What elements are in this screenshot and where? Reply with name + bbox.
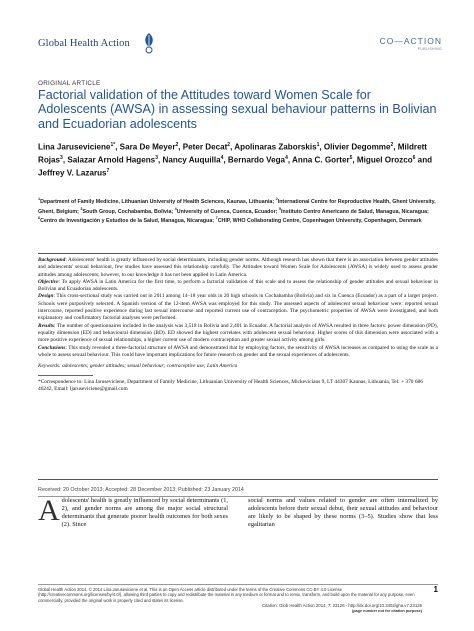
citation: Citation: Glob Health Action 2014, 7: 23126 - http://dx.doi.org/10.3402/gha.v7.23126 [262, 603, 422, 609]
author-name: Apolinaras Zaborskis [234, 142, 317, 152]
affiliation-marker: 1 [38, 197, 41, 201]
body-column-right: social norms and values related to gender are often internalized by adolescents before their sexual debut, their sexual attitudes and behaviour are likely to be shaped by these norms (3–5). Studies show that less egalitarian [248, 497, 438, 528]
publisher-sub: PUBLISHING [417, 47, 442, 51]
affiliation-marker: 7 [215, 216, 218, 221]
author-name: Jeffrey V. Lazarus [38, 168, 107, 178]
author-name: Sara De Meyer [119, 142, 176, 152]
publisher-logo: CO—ACTION [379, 36, 442, 46]
article-type: ORIGINAL ARTICLE [38, 80, 101, 87]
article-title: Factorial validation of the Attitudes toward Women Scale for Adolescents (AWSA) in assessing sexual behaviour patterns in Bolivian and Ecuadorian adolescents [38, 88, 437, 131]
body-text [38, 494, 438, 577]
affiliation-text: CHIP, WHO Collaborating Centre, Copenhagen University, Copenhagen, Denmark [217, 217, 422, 224]
citation-note: (page number not for citation purpose) [351, 608, 422, 613]
author-name: Bernardo Vega [227, 155, 286, 165]
author-affiliation-marker: 4 [220, 154, 224, 161]
abstract-results: Results: The number of questionnaires included in the analysis was 3,518 in Bolivia and 2,401 in Ecuador. A factorial analysis of AWSA resulted in three factors: power dimension (PD), equality dimension (ED) and behavioural dimension (BD). ED showed the highest correlates with adolescent sexual behaviour. Higher scores of this dimension were associated with a more positive experience of sexual relationships, a higher current use of modern contraception and greater sexual activity among girls. [38, 322, 438, 344]
author-name: Mildrett Rojas [38, 142, 427, 165]
globe-leaf-icon [140, 31, 158, 55]
drop-cap: A [38, 494, 60, 527]
author-affiliation-marker: 3 [155, 154, 158, 161]
author-affiliation-marker: 1 [316, 142, 320, 148]
author-name: Lina Jaruseviciene [38, 142, 111, 152]
author-affiliation-marker: 2 [175, 142, 179, 148]
journal-name: Global Health Action [38, 38, 130, 49]
author-affiliation-marker: 2 [390, 142, 394, 148]
affiliation-list [38, 196, 438, 225]
keywords: Keywords: adolescents; gender attitudes; sexual behaviour; contraceptive use; Latin America [38, 363, 238, 370]
author-name: Nancy Auquilla [162, 155, 221, 165]
affiliation-text: Centro de Investigación y Estudios de la Salud, Managua, Nicaragua; [40, 217, 216, 224]
affiliation-text: International Centre for Reproductive Health, Ghent University, Ghent, Belgium; [38, 198, 436, 215]
abstract-objective: Objective: To apply AWSA in Latin America for the first time, to perform a factorial validation of this scale and to assess the relationship of gender attitudes and sexual behaviour in Bolivian and Ecuadorian adolescents. [38, 278, 438, 293]
license-text: Global Health Action 2014. © 2014 Lina Jaruseviciene et al. This is an Open Access article distributed under the terms of the Creative Commons CC-BY 4.0 License (http://creativecommons.org/licenses/by/4.0/), allowing third parties to copy and redistribute the material in any medium or format and to remix, transform, and build upon the material for any purpose, even commercially, provided the original work is properly cited and states its license. [38, 587, 415, 603]
affiliation-marker: 3 [80, 206, 83, 211]
author-name: Salazar Arnold Hagens [67, 155, 156, 165]
publication-dates: Received: 20 October 2013; Accepted: 28 December 2013; Published: 23 January 2014 [38, 487, 438, 497]
author-affiliation-marker: 1* [110, 142, 116, 148]
author-name: Olivier Degomme [323, 142, 391, 152]
abstract-design: Design: This cross-sectional study was carried out in 2011 among 14–18 year olds in 20 high schools in Cochabamba (Bolivia) and six in Cuenca (Ecuador) as a part of a larger project. Schools were purposively selected. A Spanish version of the 12-item AWSA was employed for this study. The assessed aspects of adolescent sexual behaviour were: reported sexual intercourse, reported positive experience during last sexual intercourse and reported current use of contraception. The psychometric properties of AWSA were investigated, and both explanatory and confirmatory factorial analyses were performed. [38, 293, 438, 322]
author-affiliation-marker: 6 [412, 154, 416, 161]
divider [38, 375, 93, 376]
abstract-background: Background: Adolescents' health is greatly influenced by social determinants, including gender norms. Although research has shown that there is an association between gender attitudes and adolescents' sexual behaviour, few studies have assessed this relationship carefully. The Attitudes toward Women Scale for Adolescents (AWSA) is widely used to assess gender attitudes among adolescents; however, to our knowledge it has not been applied in Latin America. [38, 257, 438, 278]
affiliation-text: South Group, Cochabamba, Bolivia; [82, 208, 175, 215]
page-number: 1 [433, 585, 438, 594]
author-list: Lina Jaruseviciene$^{1*}$, Sara De Meyer$^2$, Peter Decat$^2$, Apolinaras Zaborskis$^1$, Olivier Degomme$^2$, Mildrett Rojas$^3$, Salazar Arnold Hagens$^3$, Nancy Auquilla$^4$, Bernardo Vega$^4$, Anna C. Gorter$^5$, Miguel Orozco$^6$ and Jeffrey V. Lazarus$^7$ [38, 142, 433, 178]
affiliation-marker: 6 [38, 216, 41, 221]
footer-divider [38, 584, 438, 585]
affiliation-marker: 4 [174, 206, 177, 211]
affiliation-text: Instituto Centro Americano de Salud, Managua, Nicaragua; [281, 208, 429, 215]
abstract [38, 253, 438, 480]
author-affiliation-marker: 5 [349, 154, 353, 161]
author-affiliation-marker: 3 [60, 154, 63, 161]
affiliation-text: Department of Family Medicine, Lithuanian University of Health Sciences, Kaunas, Lithuania; [40, 198, 276, 205]
affiliation-marker: 2 [275, 197, 278, 201]
page-footer [38, 584, 438, 614]
body-column-left: Adolescents' health is greatly influenced by social determinants (1, 2), and gender norms are among the major social structural determinants that generate poorer health outcomes for both sexes (2). Since [38, 494, 228, 528]
journal-header [38, 36, 442, 58]
correspondence: *Correspondence to: Lina Jaruseviciene, Department of Family Medicine, Lithuanian University of Health Sciences, Mickeviciaus 9, LT 44307 Kaunas, Lithuania, Tel: + 370 686 46242, Email: ljarusevicienе@gmail.com [38, 379, 423, 393]
author-name: Anna C. Gorter [292, 155, 350, 165]
author-affiliation-marker: 4 [285, 154, 288, 161]
author-affiliation-marker: 2 [227, 142, 231, 148]
author-affiliation-marker: 7 [106, 167, 110, 174]
affiliation-text: University of Cuenca, Cuenca, Ecuador; [176, 208, 279, 215]
abstract-conclusions: Conclusions: This study revealed a three-factorial structure of AWSA and demonstrated that by employing factors, the sensitivity of AWSA increases as compared to using the scale as a whole to assess sexual behaviour. This could have important implications for future research on gender and the sexual experiences of adolescents. [38, 344, 438, 358]
author-name: Peter Decat [182, 142, 228, 152]
author-name: Miguel Orozco [356, 155, 413, 165]
affiliation-marker: 5 [278, 206, 282, 211]
